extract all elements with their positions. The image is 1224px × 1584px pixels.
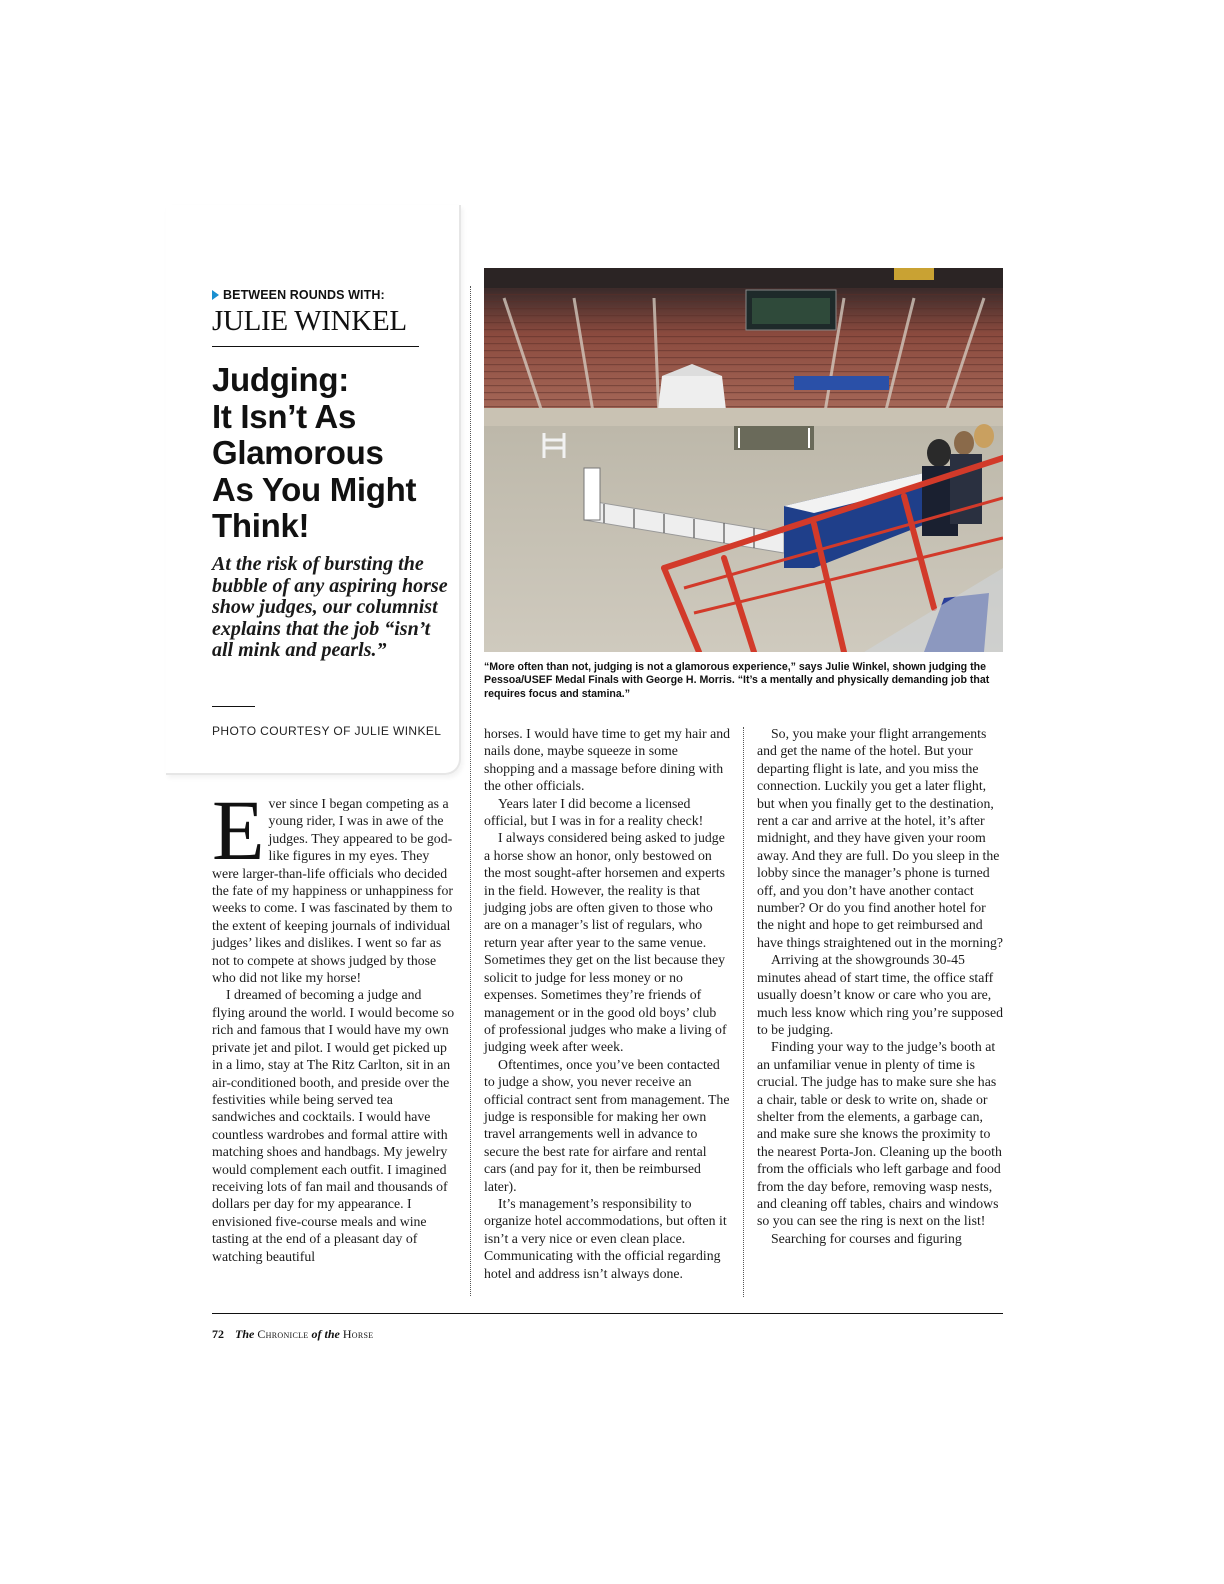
paragraph-text: ver since I began competing as a young rider, I was in awe of the judges. They appeared to be god-like figures in my eyes. They were larger-than-life officials who decided the fate of my happiness or unhappiness for weeks to come. I was fascinated by them to the extent of keeping journals of individual judges’ likes and dislikes. I went so far as not to compete at shows judged by those who did not like my horse!: [212, 796, 454, 986]
article-dek: At the risk of bursting the bubble of any aspiring horse show judges, our columnist explains that the job “isn’t all mink and pearls.”: [212, 553, 448, 661]
photo-credit: PHOTO COURTESY OF JULIE WINKEL: [212, 724, 442, 738]
article-paragraph: I always considered being asked to judge a horse show an honor, only bestowed on the most sought-after horsemen and experts in the field. However, the reality is that judging jobs are often given to those who are on a manager’s list of regulars, who return year after year to the same venue. Sometimes they get on the list because they solicit to judge for less money or no expenses. Sometimes they’re friends of management or in the good old boys’ club of professional judges who make a living of judging week after week.: [484, 830, 727, 1055]
publication-the: The: [235, 1327, 255, 1341]
publication-chronicle: Chronicle: [257, 1327, 309, 1341]
headline-line: As You Might: [212, 470, 417, 508]
triangle-bullet-icon: [212, 290, 219, 300]
column-divider: [743, 727, 744, 1297]
article-paragraph: Searching for courses and figuring: [771, 1230, 962, 1246]
article-column-3: [757, 725, 1005, 1247]
article-paragraph: It’s management’s responsibility to organize hotel accommodations, but often it isn’t a very nice or even clean place. Communicating with the official regarding hotel and address isn’t always done.: [484, 1195, 727, 1281]
page-footer: [212, 1327, 373, 1342]
article-paragraph: Oftentimes, once you’ve been contacted to judge a show, you never receive an official contract sent from management. The judge is responsible for making her own travel arrangements well in advance to secure the best rate for airfare and rental cars (and pay for it, then be reimbursed later).: [484, 1056, 730, 1194]
page-number: 72: [212, 1327, 224, 1341]
article-paragraph: So, you make your flight arrangements and get the name of the hotel. But your departing flight is late, and you miss the connection. Luckily you get a later flight, but when you finally get to the destination, rent a car and arrive at the hotel, it’s after midnight, and they have given your room away. And they are full. Do you sleep in the lobby since the manager’s phone is turned off, and you don’t have another contact number? Or do you find another hotel for the night and hope to get reimbursed and have things straightened out in the morning?: [757, 726, 1003, 950]
section-kicker: [212, 288, 385, 302]
columnist-name: JULIE WINKEL: [212, 305, 407, 337]
arena-photo-illustration: [484, 268, 1003, 652]
headline-line: Judging:: [212, 361, 349, 398]
article-paragraph: Years later I did become a licensed official, but I was in for a reality check!: [484, 795, 704, 829]
article-paragraph: [212, 782, 455, 986]
article-column-2: [484, 725, 731, 1282]
column-divider: [470, 286, 471, 1296]
divider: [212, 706, 255, 707]
article-paragraph: Finding your way to the judge’s booth at an unfamiliar venue in plenty of time is crucial. The judge has to make sure she has a chair, table or desk to write on, shade or shelter from the elements, a garbage can, and make sure she knows the proximity to the nearest Porta-Jon. Cleaning up the booth from the officials who left garbage and food from the day before, removing wasp nests, and cleaning off tables, chairs and windows so you can see the ring is next on the list!: [757, 1039, 1002, 1229]
headline-line: Glamorous: [212, 434, 384, 471]
article-column-1: [212, 782, 455, 1265]
article-paragraph: I dreamed of becoming a judge and flying around the world. I would become so rich and famous that I would have my own private jet and pilot. I would get picked up in a limo, stay at The Ritz Carlton, sit in an air-conditioned booth, and preside over the festivities while being served tea sandwiches and cocktails. I would have countless wardrobes and formal attire with matching shoes and handbags. My jewelry would complement each outfit. I imagined receiving lots of fan mail and thousands of dollars per day for my appearance. I envisioned five-course meals and wine tasting at the end of a pleasant day of watching beautiful: [212, 987, 455, 1264]
publication-of-the: of the: [311, 1327, 340, 1341]
headline-line: It Isn’t As: [212, 397, 356, 435]
arena-photo: [484, 268, 1003, 652]
divider: [212, 346, 419, 347]
kicker-text: BETWEEN ROUNDS WITH:: [223, 288, 385, 302]
article-headline: [212, 362, 452, 545]
drop-cap: E: [212, 782, 265, 878]
headline-line: Think!: [212, 507, 310, 544]
article-paragraph: Arriving at the showgrounds 30-45 minutes ahead of start time, the office staff usually doesn’t know or care who you are, much less know which ring you’re supposed to be judging.: [757, 952, 1004, 1037]
photo-caption: “More often than not, judging is not a glamorous experience,” says Julie Winkel, shown judging the Pessoa/USEF Medal Finals with George H. Morris. “It’s a mentally and physically demanding job that requires focus and stamina.”: [484, 661, 990, 700]
footer-rule: [212, 1313, 1003, 1314]
publication-horse: Horse: [342, 1327, 374, 1341]
article-paragraph: horses. I would have time to get my hair and nails done, maybe squeeze in some shopping and a massage before dining with the other officials.: [484, 726, 730, 794]
